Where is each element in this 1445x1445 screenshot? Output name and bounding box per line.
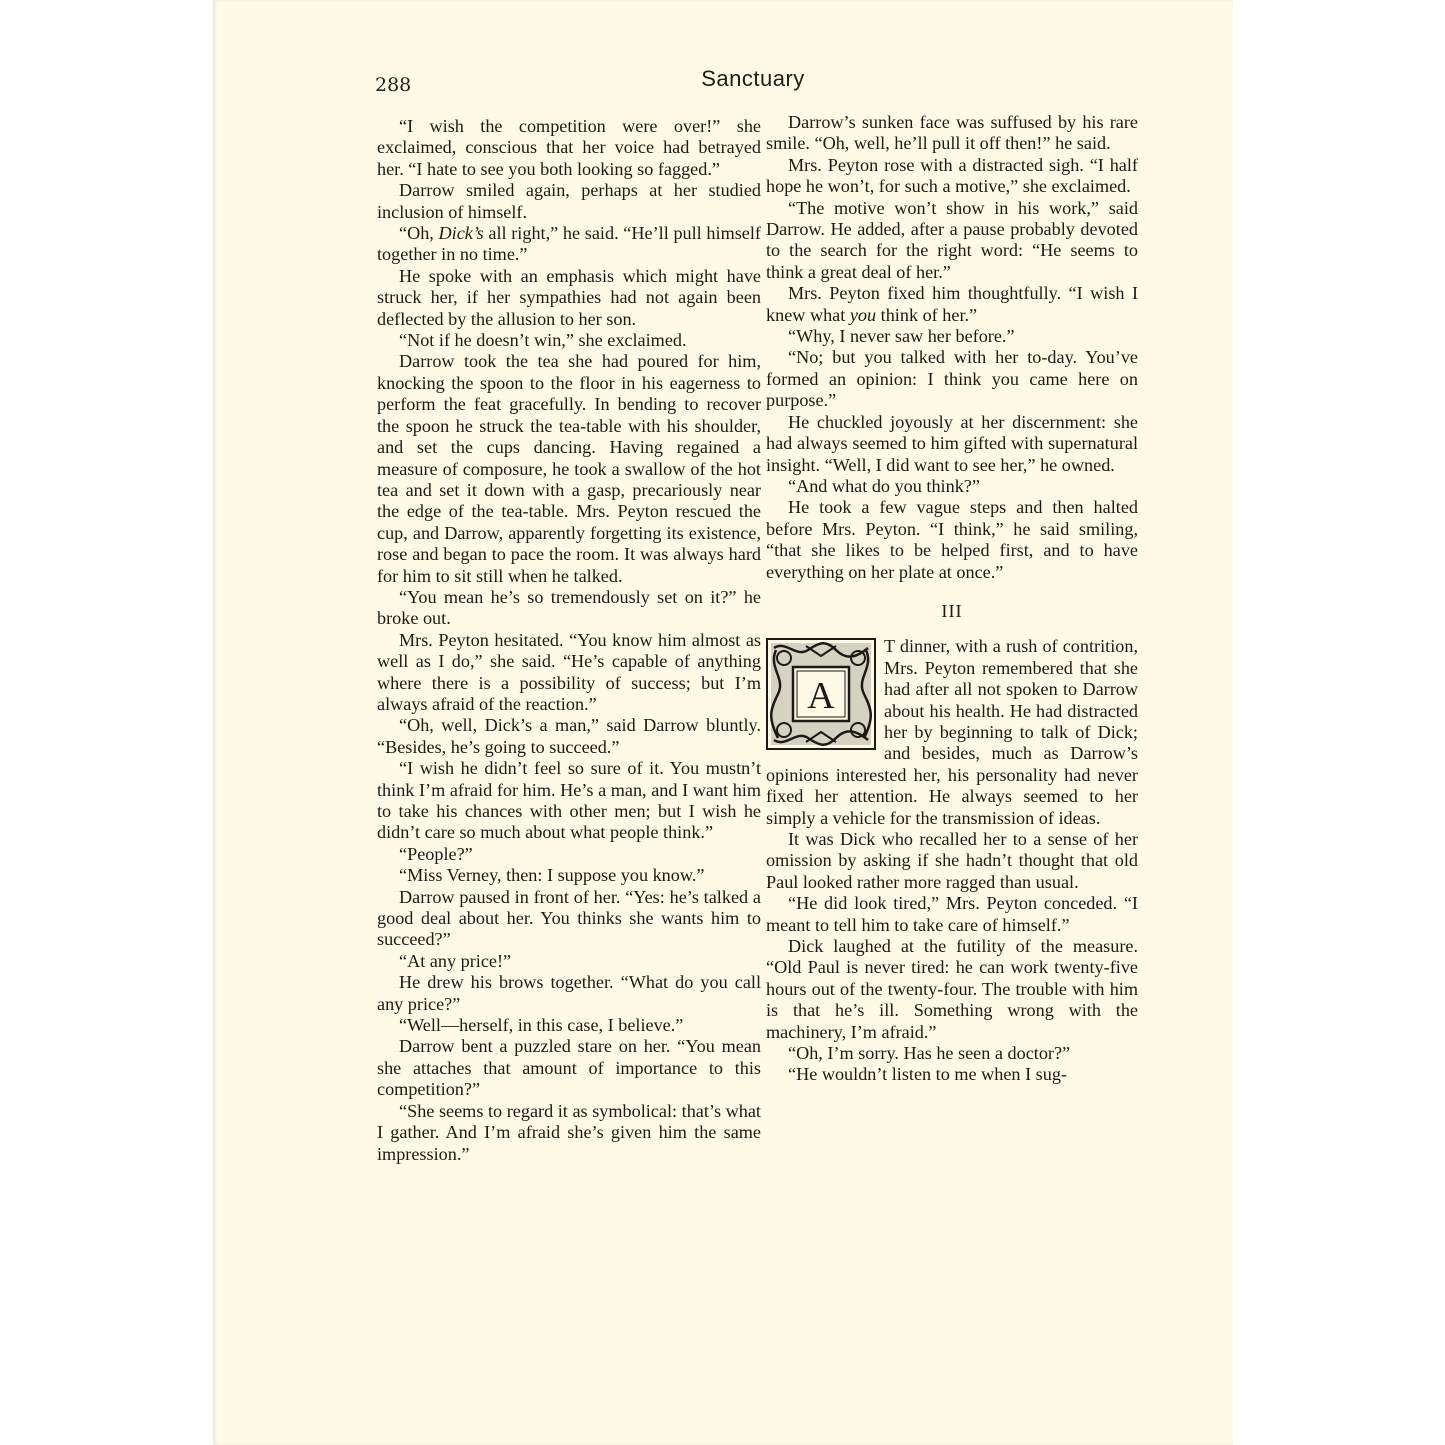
paragraph <box>766 283 1138 326</box>
paragraph: “Oh, I’m sorry. Has he seen a doctor?” <box>788 1043 1071 1064</box>
paragraph: Mrs. Peyton hesitated. “You know him almost as well as I do,” she said. “He’s capable of anything where there is a possibility of success; but I’m always afraid of the reaction.” <box>377 629 761 714</box>
paragraph: “Oh, well, Dick’s a man,” said Darrow bluntly. “Besides, he’s going to succeed.” <box>377 715 761 757</box>
italic-run: Dick’s <box>438 223 484 244</box>
drop-cap-ornament <box>766 638 876 750</box>
paragraph: “People?” <box>399 843 473 864</box>
paragraph: It was Dick who recalled her to a sense of her omission by asking if she hadn’t thought that old Paul looked rather more ragged than usual. <box>766 829 1138 892</box>
text-run: all right,” he said. “He’ll pull himself together in no time.” <box>377 223 761 265</box>
text-run: think of her.” <box>876 304 978 325</box>
paragraph <box>377 223 761 266</box>
paragraph: “Well—herself, in this case, I believe.” <box>399 1015 684 1036</box>
paragraph: “You mean he’s so tremendously set on it?” he broke out. <box>377 586 761 629</box>
paragraph: “Not if he doesn’t win,” she exclaimed. <box>399 330 687 351</box>
text-run: “Oh, <box>399 223 439 244</box>
paragraph: “No; but you talked with her to-day. You’ve formed an opinion: I think you came here on purpose.” <box>766 347 1138 411</box>
drop-cap-letter: A <box>807 675 835 718</box>
paragraph: “The motive won’t show in his work,” said Darrow. He added, after a pause probably devoted to the search for the right word: “He seems to think a great deal of her.” <box>766 197 1138 282</box>
paragraph: Darrow bent a puzzled stare on her. “You mean she attaches that amount of importance to this competition?” <box>377 1036 761 1100</box>
book-page <box>213 0 1233 1445</box>
paragraph: He chuckled joyously at her discernment: she had always seemed to him gifted with supernatural insight. “Well, I did want to see her,” he owned. <box>766 411 1138 475</box>
paragraph: Darrow’s sunken face was suffused by his rare smile. “Oh, well, he’ll pull it off then!” he said. <box>766 112 1138 154</box>
paragraph: “At any price!” <box>399 950 512 971</box>
paragraph: Mrs. Peyton rose with a distracted sigh. “I half hope he won’t, for such a motive,” she exclaimed. <box>766 154 1138 197</box>
paragraph: “She seems to regard it as symbolical: that’s what I gather. And I’m afraid she’s given him the same impression.” <box>377 1100 761 1164</box>
paragraph: He took a few vague steps and then halted before Mrs. Peyton. “I think,” he said smiling, “that she likes to be helped first, and to have everything on her plate at once.” <box>766 497 1138 582</box>
section-heading: III <box>941 600 963 621</box>
paragraph: “I wish he didn’t feel so sure of it. You mustn’t think I’m afraid for him. He’s a man, and I want him to take his chances with other men; but I wish he didn’t care so much about what people think.” <box>377 758 761 843</box>
paragraph: He drew his brows together. “What do you call any price?” <box>377 972 761 1014</box>
paragraph: Darrow paused in front of her. “Yes: he’s talked a good deal about her. You thinks she wants him to succeed?” <box>377 886 761 950</box>
right-column <box>766 112 1138 1086</box>
paragraph: Darrow smiled again, perhaps at her studied inclusion of himself. <box>377 180 761 222</box>
italic-run: you <box>849 304 877 325</box>
paragraph: He spoke with an emphasis which might have struck her, if her sympathies had not again been deflected by the allusion to her son. <box>377 265 761 329</box>
paragraph: “Why, I never saw her before.” <box>788 326 1015 347</box>
text-run: Mrs. Peyton fixed him thoughtfully. “I wish I knew what <box>766 283 1138 325</box>
paragraph: Darrow took the tea she had poured for him, knocking the spoon to the floor in his eagerness to perform the feat gracefully. In bending to recover the spoon he struck the tea-table with his shoulder, and set the cups dancing. Having regained a measure of composure, he took a swallow of the hot tea and set it down with a gasp, precariously near the edge of the tea-table. Mrs. Peyton rescued the cup, and Darrow, apparently forgetting its existence, rose and began to pace the room. It was always hard for him to sit still when he talked. <box>377 351 761 586</box>
running-title: Sanctuary <box>701 66 805 91</box>
paragraph: Dick laughed at the futility of the measure. “Old Paul is never tired: he can work twenty-five hours out of the twenty-four. The trouble with him is that he’s ill. Something wrong with the machinery, I’m afraid.” <box>766 936 1138 1042</box>
page-number: 288 <box>375 74 412 96</box>
paragraph: “And what do you think?” <box>788 475 980 496</box>
ornament-icon <box>766 638 876 750</box>
paragraph: “He did look tired,” Mrs. Peyton conceded. “I meant to tell him to take care of himself.” <box>766 893 1138 935</box>
section-opening-paragraph: T dinner, with a rush of contrition, Mrs. Peyton remembered that she had after all not spoken to Darrow about his health. He had distracted her by beginning to talk of Dick; and besides, much as Darrow’s opinions interested her, his personality had never fixed her attention. He always seemed to her simply a vehicle for the transmission of ideas. <box>766 636 1138 828</box>
left-column <box>377 116 761 1165</box>
paragraph: “Miss Verney, then: I suppose you know.” <box>399 865 705 886</box>
paragraph: “I wish the competition were over!” she exclaimed, conscious that her voice had betrayed her. “I hate to see you both looking so fagged.” <box>377 116 761 179</box>
paragraph: “He wouldn’t listen to me when I sug- <box>788 1064 1067 1085</box>
